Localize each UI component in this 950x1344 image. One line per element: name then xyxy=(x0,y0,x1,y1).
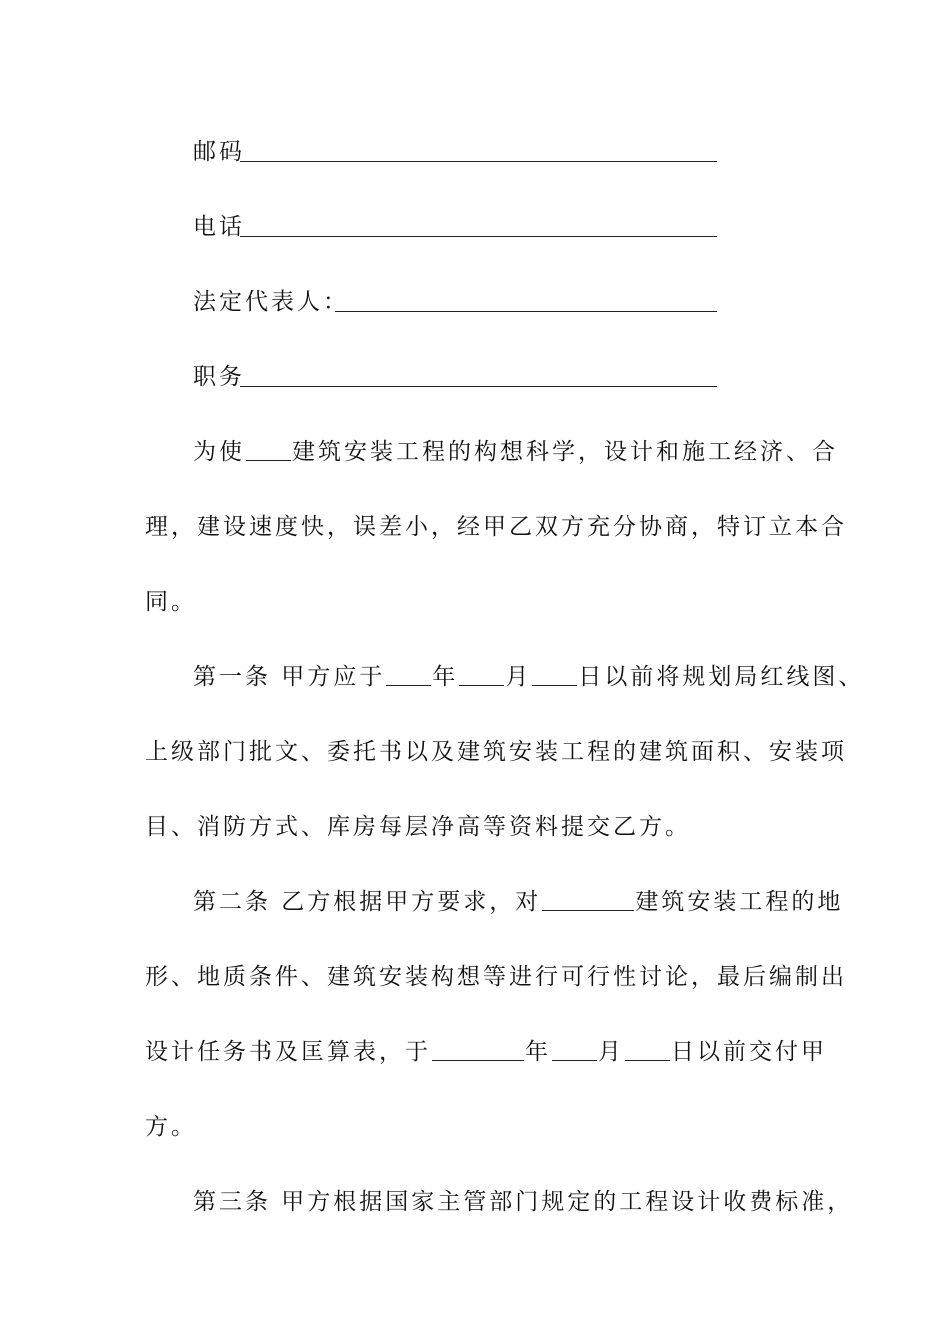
intro-line-1: 为使 建筑安装工程的构想科学，设计和施工经济、合 xyxy=(193,439,838,465)
position-field[interactable] xyxy=(240,386,717,387)
article-3-line-1: 第三条 甲方根据国家主管部门规定的工程设计收费标准， xyxy=(193,1189,854,1215)
year-blank[interactable] xyxy=(386,663,431,686)
phone-field[interactable] xyxy=(240,236,717,237)
year-blank-2[interactable] xyxy=(432,1038,524,1061)
project-name-blank[interactable] xyxy=(542,888,634,911)
intro-line-2: 理，建设速度快，误差小，经甲乙双方充分协商，特订立本合 xyxy=(145,514,847,540)
phone-label: 电话 xyxy=(193,214,245,240)
legal-rep-field[interactable] xyxy=(335,311,717,312)
month-blank-2[interactable] xyxy=(552,1038,597,1061)
position-label: 职务 xyxy=(193,364,245,390)
postal-code-field[interactable] xyxy=(240,161,717,162)
article-1-line-2: 上级部门批文、委托书以及建筑安装工程的建筑面积、安装项 xyxy=(145,739,847,765)
article-2-line-1: 第二条 乙方根据甲方要求，对 建筑安装工程的地 xyxy=(193,889,844,915)
day-blank-2[interactable] xyxy=(625,1038,670,1061)
legal-rep-label: 法定代表人： xyxy=(193,289,349,315)
postal-code-label: 邮码 xyxy=(193,139,245,165)
article-1-line-1: 第一条 甲方应于 年 月 日以前将规划局红线图、 xyxy=(193,664,865,690)
intro-line-3: 同。 xyxy=(145,589,197,615)
project-blank[interactable] xyxy=(246,438,291,461)
article-1-line-3: 目、消防方式、库房每层净高等资料提交乙方。 xyxy=(145,814,691,840)
article-2-line-2: 形、地质条件、建筑安装构想等进行可行性讨论，最后编制出 xyxy=(145,964,847,990)
article-2-line-3: 设计任务书及匡算表，于 年 月 日以前交付甲 xyxy=(145,1039,827,1065)
article-2-line-4: 方。 xyxy=(145,1114,197,1140)
day-blank[interactable] xyxy=(532,663,577,686)
month-blank[interactable] xyxy=(459,663,504,686)
